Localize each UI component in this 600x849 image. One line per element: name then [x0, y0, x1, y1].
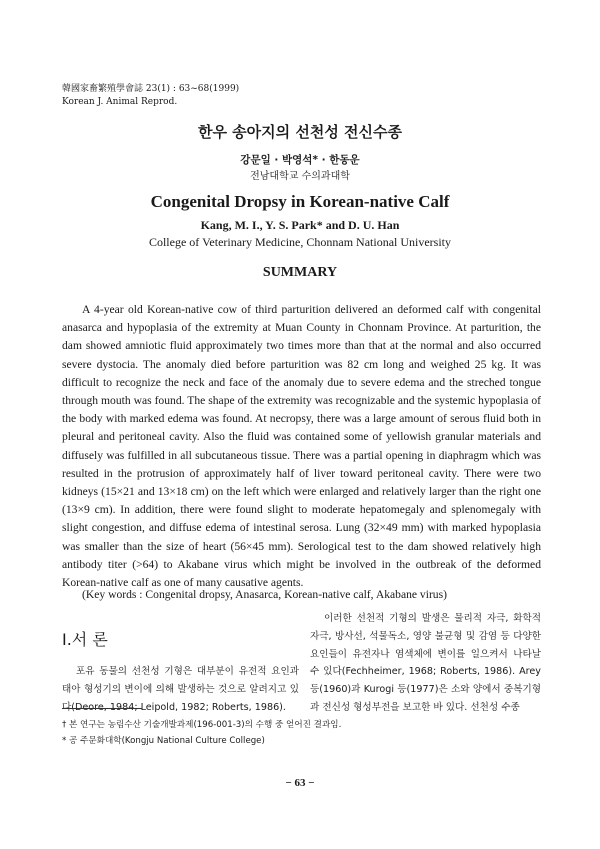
section-heading-introduction: Ⅰ.서 론	[62, 630, 108, 649]
footnote-funding: † 본 연구는 농림수산 기술개발과제(196-001-3)의 수행 중 얻어진 결과임.	[62, 720, 342, 730]
summary-paragraph: A 4-year old Korean-native cow of third parturition delivered an deformed calf with congenital anasarca and hypoplasia of the extremity at Muan County in Chonnam Province. At parturition, the dam showed amniotic fluid approximately two times more than that at the normal and also occurred severe dystocia. The anomaly died before parturition was 82 cm long and weighed 25 kg. It was difficult to recognize the neck and face of the anomaly due to severe edema and the streched tongue through mouth was found. The shape of the extremity was recognizable and the systemic hypoplasia of the body with marked edema was found. At necropsy, there was a large amount of serous fluid both in pleural and peritoneal cavity. Also the fluid was contained some of yellowish granular materials and diffusely was fulfilled in all subcutaneous tissue. There was a partial opening in diaphragm which was resulted in the protrusion of approximately half of liver toward peritoneal cavity. There were two kidneys (15×21 and 13×18 cm) on the left which were enlarged and relatively larger than the right one (13×9 cm). In addition, there were found slight to moderate hepatomegaly and splenomegaly with slight congestion, and diffuse edema of intestinal serosa. Lung (32×49 mm) with marked hypoplasia was smaller than the size of heart (56×45 mm). Serological test to the dam showed relatively high antibody titer (>64) to Akabane virus which might be involved in the outbreak of the deformed Korean-native calf as one of many causative agents.	[62, 303, 541, 590]
page-number: − 63 −	[285, 777, 315, 789]
intro-right-column: 이러한 선천적 기형의 발생은 물리적 자극, 화학적 자극, 방사선, 석물독소, 영양 불균형 및 감염 등 다양한 요인들이 유전자나 염색체에 변이를 일으켜서 나타날 수 있다(Fechheimer, 1968; Roberts, 1986). Arey 등(1960)과 Kurogi 등(1977)은 소와 양에서 중복기형과 전신성 형성부전을 보고한 바 있다. 선천성 수종	[310, 613, 541, 713]
authors-korean: 강문일 · 박영석* · 한동운	[240, 154, 360, 166]
summary-heading: SUMMARY	[262, 265, 338, 280]
affiliation-english: College of Veterinary Medicine, Chonnam National University	[148, 235, 452, 249]
affiliation-korean: 전남대학교 수의과대학	[250, 171, 350, 182]
journal-name-kr: 韓國家畜繁殖學會誌 23(1) : 63~68(1999)	[62, 84, 240, 94]
footnote-divider	[62, 708, 142, 709]
journal-name-en: Korean J. Animal Reprod.	[62, 97, 178, 107]
keywords: (Key words : Congenital dropsy, Anasarca, Korean-native calf, Akabane virus)	[82, 588, 447, 601]
title-korean: 한우 송아지의 선천성 전신수종	[197, 123, 403, 141]
authors-english: Kang, M. I., Y. S. Park* and D. U. Han	[200, 218, 400, 232]
journal-citation	[62, 83, 239, 109]
intro-left-column: 포유 동물의 선천성 기형은 대부분이 유전적 요인과 태아 형성기의 변이에 의해 발생하는 것으로 알려지고 있다(Deore, 1984; Leipold, 1982; Roberts, 1986).	[62, 666, 299, 713]
title-english: Congenital Dropsy in Korean-native Calf	[150, 192, 450, 211]
footnote-affiliation: * 공 주문화대학(Kongju National Culture College)	[62, 736, 265, 746]
